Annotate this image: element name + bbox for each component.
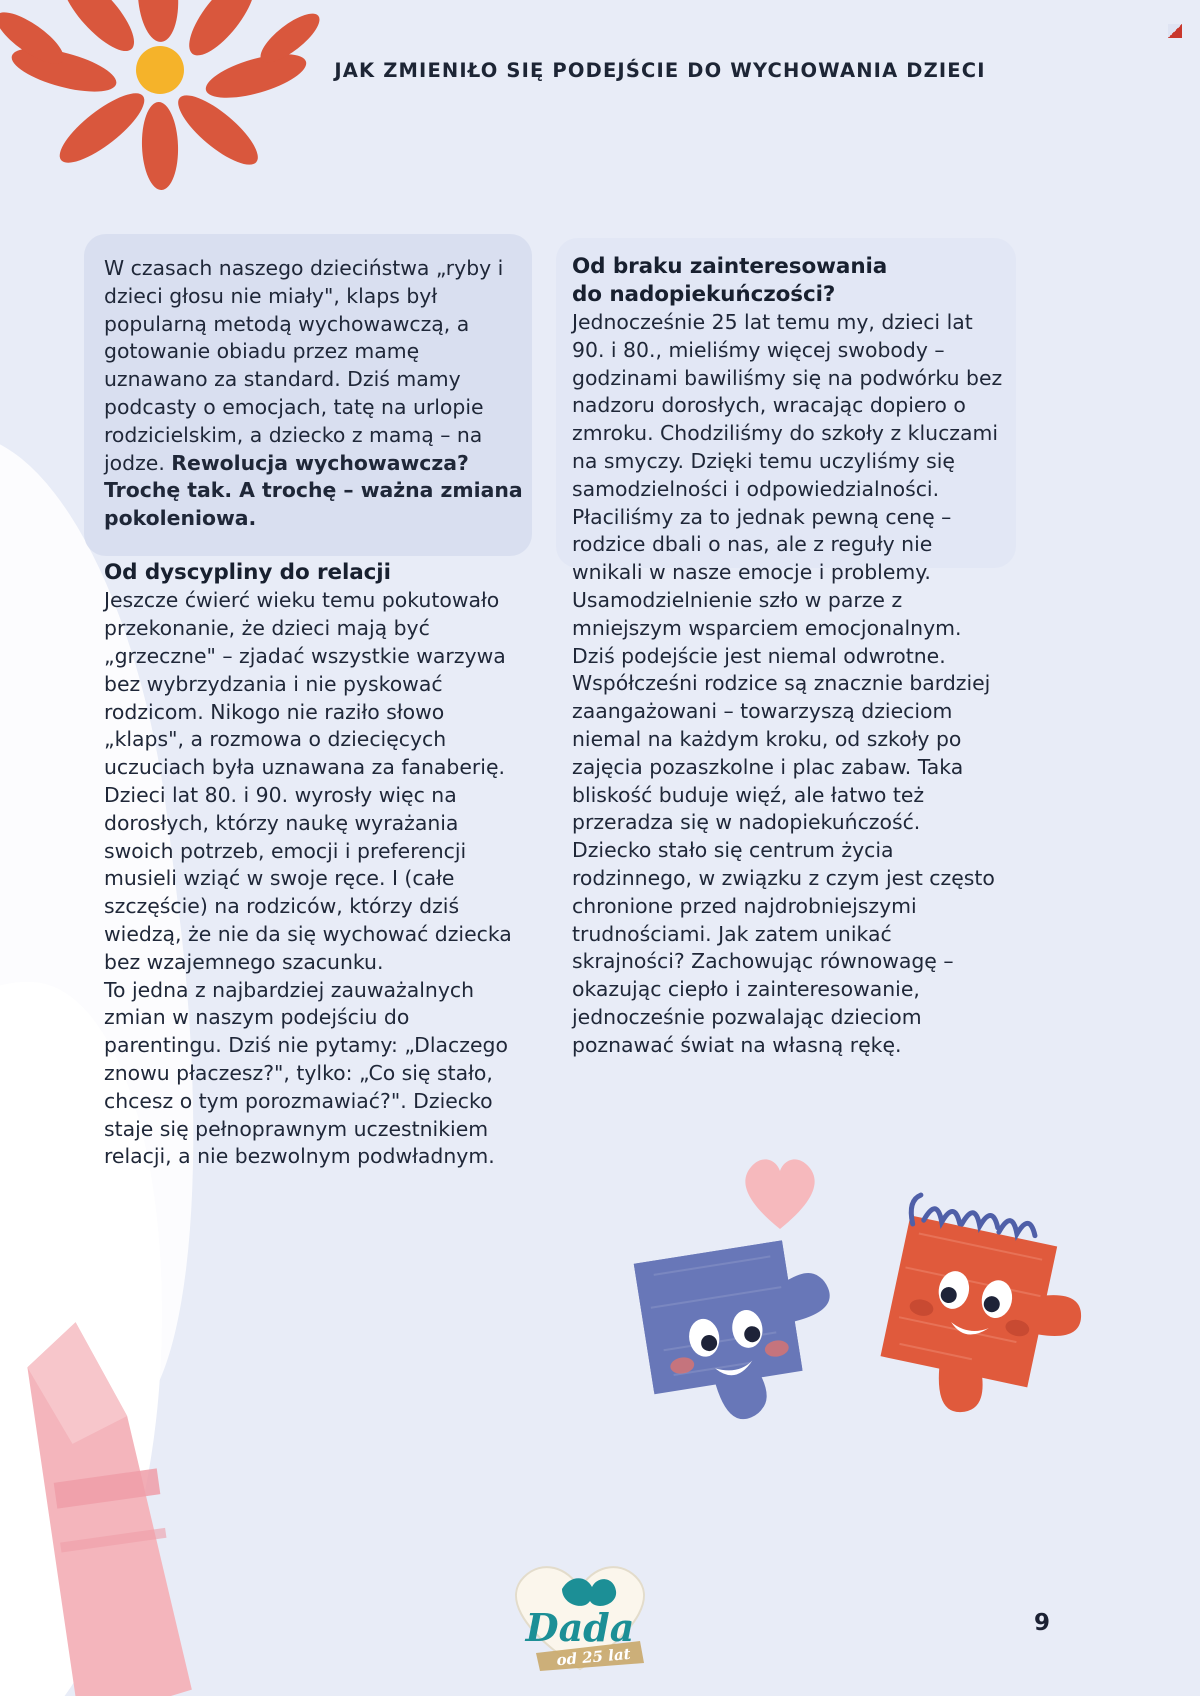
discipline-paragraph-1: Jeszcze ćwierć wieku temu pokutowało przekonanie, że dzieci mają być „grzeczne" – zjadać wszystkie warzywa bez wybrzydzania i nie pyskować rodzicom. Nikogo nie raziło słowo „klaps", a rozmowa o dziecięcych uczuciach była uznawana za fanaberię. Dzieci lat 80. i 90. wyrosły więc na dorosłych, którzy naukę wyrażania swoich potrzeb, emocji i preferencji musieli wziąć w swoje ręce. I (całe szczęście) na rodziców, którzy dziś wiedzą, że nie da się wychować dziecka bez wzajemnego szacunku.	[104, 588, 512, 974]
lead-paragraph-bold: Rewolucja wychowawcza? Trochę tak. A trochę – ważna zmiana pokoleniowa.	[104, 450, 523, 531]
heading-line-1: Od braku zainteresowania	[572, 254, 888, 279]
crayon-icon	[0, 1300, 220, 1696]
section-spacer	[104, 533, 524, 559]
section-heading-overprotection	[572, 253, 1004, 308]
discipline-paragraph-2: To jedna z najbardziej zauważalnych zmian w naszym podejściu do parentingu. Dziś nie pytamy: „Dlaczego znowu płaczesz?", tylko: „Co się stało, chcesz o tym porozmawiać?". Dziecko staje się pełnoprawnym uczestnikiem relacji, a nie bezwolnym podwładnym.	[104, 977, 508, 1169]
puzzle-piece-blue	[634, 1234, 847, 1432]
page-title: JAK ZMIENIŁO SIĘ PODEJŚCIE DO WYCHOWANIA DZIECI	[334, 59, 986, 82]
logo-brand-text: Dada	[525, 1605, 635, 1650]
page-number: 9	[1033, 1610, 1050, 1636]
registration-mark	[1168, 24, 1182, 38]
right-column	[572, 253, 1004, 1060]
flower-icon	[0, 0, 350, 210]
left-column	[104, 255, 524, 1171]
section-heading-discipline: Od dyscypliny do relacji	[104, 559, 391, 585]
puzzle-characters	[500, 1190, 1120, 1520]
heading-line-2: do nadopiekuńczości?	[572, 281, 836, 307]
lead-paragraph-regular: W czasach naszego dzieciństwa „ryby i dzieci głosu nie miały", klaps był popularną metodą wychowawczą, a gotowanie obiadu przez mamę uznawano za standard. Dziś mamy podcasty o emocjach, tatę na urlopie rodzicielskim, a dziecko z mamą – na jodze.	[104, 256, 504, 475]
dada-logo	[500, 1545, 660, 1675]
overprotection-paragraph-1: Jednocześnie 25 lat temu my, dzieci lat 90. i 80., mieliśmy więcej swobody – godzinami bawiliśmy się na podwórku bez nadzoru dorosłych, wracając dopiero o zmroku. Chodziliśmy do szkoły z kluczami na smyczy. Dzięki temu uczyliśmy się samodzielności i odpowiedzialności. Płaciliśmy za to jednak pewną cenę – rodzice dbali o nas, ale z reguły nie wnikali w nasze emocje i problemy. Usamodzielnienie szło w parze z mniejszym wsparciem emocjonalnym.	[572, 310, 1003, 640]
logo-tagline-text: od 25 lat	[555, 1644, 632, 1670]
puzzle-piece-red	[872, 1194, 1099, 1434]
lead-paragraph	[104, 255, 524, 533]
overprotection-paragraph-2: Dziś podejście jest niemal odwrotne. Współcześni rodzice są znacznie bardziej zaangażowani – towarzyszą dzieciom niemal na każdym kroku, od szkoły po zajęcia pozaszkolne i plac zabaw. Taka bliskość buduje więź, ale łatwo też przeradza się w nadopiekuńczość. Dziecko stało się centrum życia rodzinnego, w związku z czym jest często chronione przed najdrobniejszymi trudnościami. Jak zatem unikać skrajności? Zachowując równowagę – okazując ciepło i zainteresowanie, jednocześnie pozwalając dzieciom poznawać świat na własną rękę.	[572, 643, 995, 1057]
